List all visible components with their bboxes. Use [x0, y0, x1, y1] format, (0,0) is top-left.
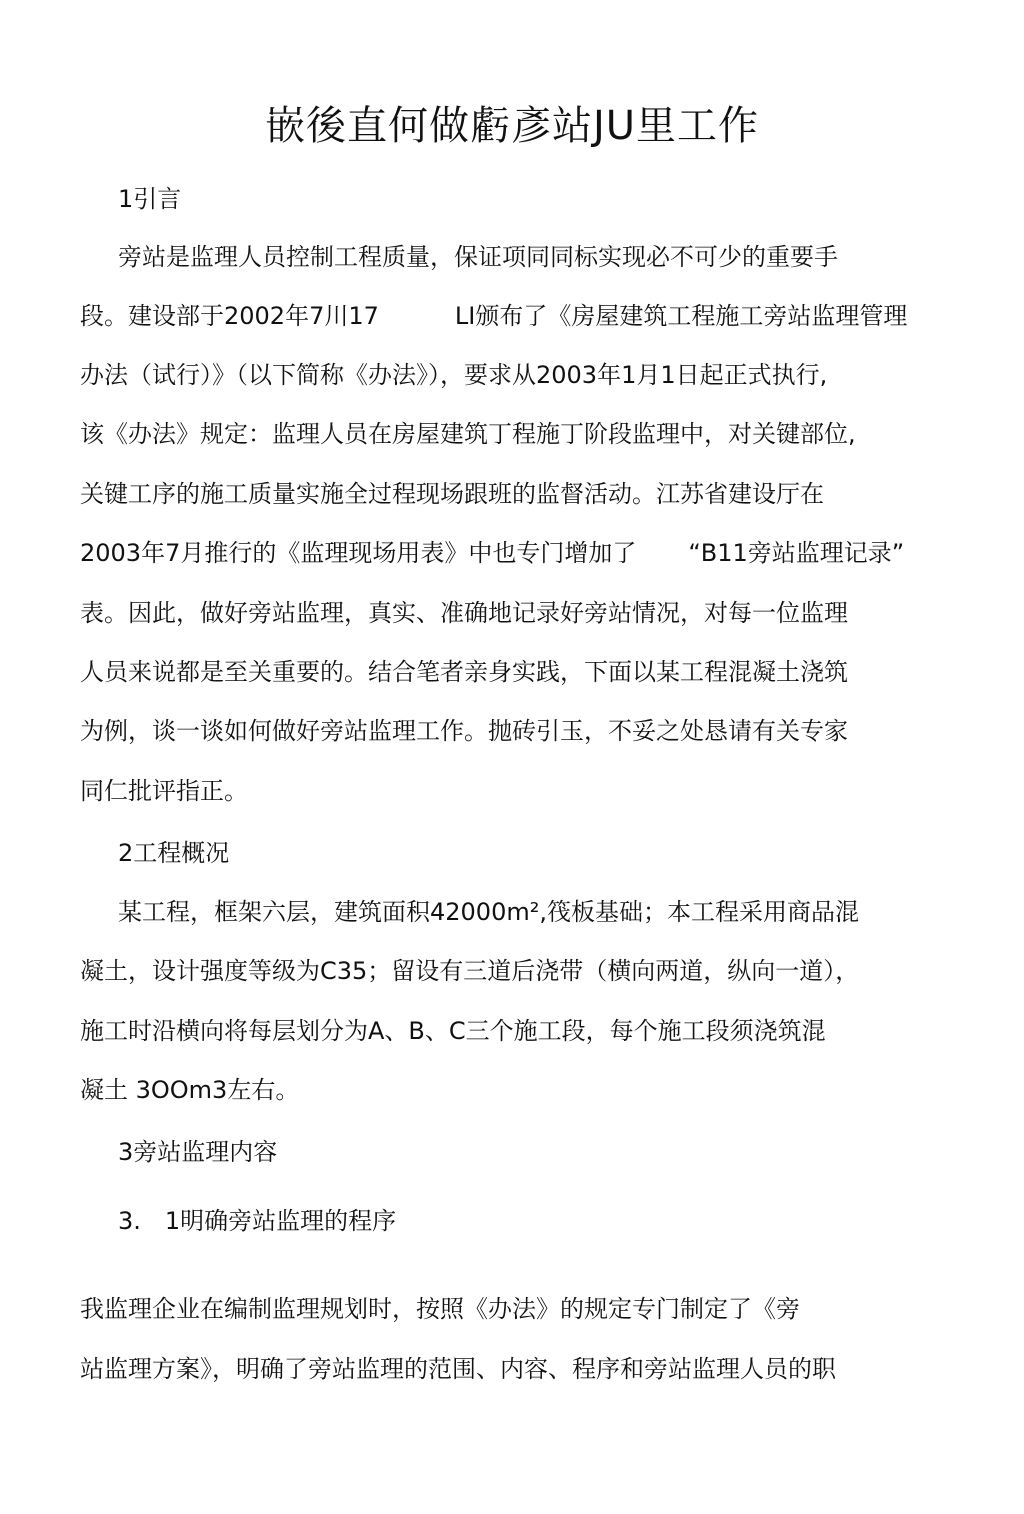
- subsection-heading-3-1: 3. 1明确旁站监理的程序: [118, 1207, 397, 1235]
- paragraph-line: 该《办法》规定：监理人员在房屋建筑丁程施丁阶段监理中，对关键部位,: [80, 420, 856, 448]
- document-title: 嵌後直何做虧彥站JU里工作: [264, 103, 760, 149]
- paragraph-line: 我监理企业在编制监理规划时，按照《办法》的规定专门制定了《旁: [80, 1295, 800, 1323]
- paragraph-line: 凝土 3OOm3左右。: [80, 1076, 300, 1104]
- paragraph-line: 凝土，设计强度等级为C35；留设有三道后浇带（横向两道，纵向一道），: [80, 957, 860, 985]
- paragraph-line: [80, 299, 907, 333]
- paragraph-line: 表。因此，做好旁站监理，真实、准确地记录好旁站情况，对每一位监理: [80, 599, 848, 627]
- paragraph-line: 同仁批评指正。: [80, 777, 248, 805]
- paragraph-line-part: “B11旁站监理记录”: [688, 539, 905, 567]
- paragraph-line: 站监理方案》，明确了旁站监理的范围、内容、程序和旁站监理人员的职: [80, 1355, 836, 1383]
- paragraph-line: 某工程，框架六层，建筑面积42000m²,筏板基础；本工程采用商品混: [118, 898, 859, 926]
- paragraph-line: 办法（试行）》（以下简称《办法》），要求从2003年1月1日起正式执行,: [80, 361, 828, 389]
- paragraph-line-part: LI颁布了《房屋建筑工程施工旁站监理管理: [454, 302, 908, 330]
- paragraph-line: 为例，谈一谈如何做好旁站监理工作。抛砖引玉，不妥之处恳请有关专家: [80, 717, 848, 745]
- paragraph-line: [80, 536, 904, 570]
- paragraph-line: 施工时沿横向将每层划分为A、B、C三个施工段，每个施工段须浇筑混: [80, 1017, 826, 1045]
- paragraph-line-part: 段。建设部于2002年7川17: [80, 302, 379, 330]
- section-heading-3: 3旁站监理内容: [118, 1138, 278, 1166]
- section-heading-2: 2工程概况: [118, 839, 230, 867]
- paragraph-line: 旁站是监理人员控制工程质量，保证项同同标实现必不可少的重要手: [118, 243, 838, 271]
- section-heading-1: 1引言: [118, 185, 182, 213]
- paragraph-line-part: 2003年7月推行的《监理现场用表》中也专门增加了: [80, 539, 637, 567]
- paragraph-line: 关键工序的施工质量实施全过程现场跟班的监督活动。江苏省建设厅在: [80, 480, 824, 508]
- paragraph-line: 人员来说都是至关重要的。结合笔者亲身实践，下面以某工程混凝土浇筑: [80, 658, 848, 686]
